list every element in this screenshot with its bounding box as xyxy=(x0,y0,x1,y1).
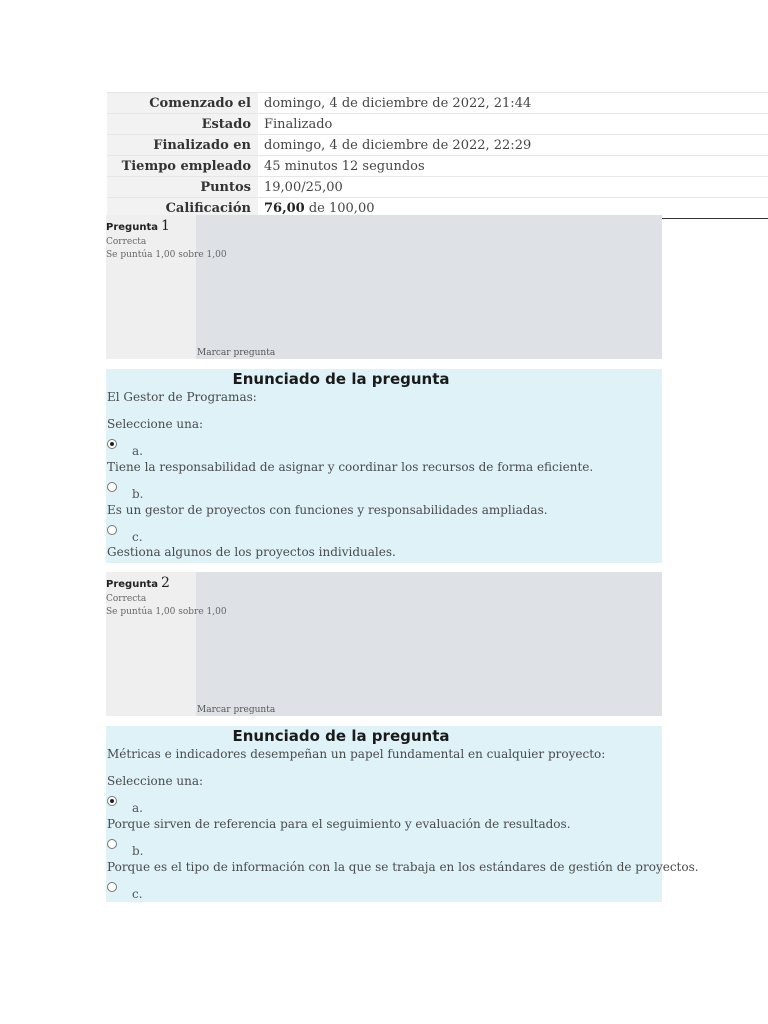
question-statement-heading: Enunciado de la pregunta xyxy=(232,727,450,745)
summary-label: Estado xyxy=(107,114,258,135)
question-content-1 xyxy=(106,369,662,563)
question-heading xyxy=(106,218,170,234)
summary-row xyxy=(107,93,768,114)
answer-radio-b[interactable] xyxy=(107,839,117,849)
summary-value: domingo, 4 de diciembre de 2022, 22:29 xyxy=(258,135,768,156)
answer-text: Porque sirven de referencia para el seguimiento y evaluación de resultados. xyxy=(107,817,571,831)
grade-score: 76,00 xyxy=(264,200,305,216)
question-text: El Gestor de Programas: xyxy=(107,390,257,404)
grade-max: de 100,00 xyxy=(304,200,375,216)
summary-value: 19,00/25,00 xyxy=(258,177,768,198)
answer-letter: c. xyxy=(132,887,143,901)
answer-radio-c[interactable] xyxy=(107,882,117,892)
attempt-summary-table xyxy=(107,92,768,219)
summary-row xyxy=(107,177,768,198)
summary-value: domingo, 4 de diciembre de 2022, 21:44 xyxy=(258,93,768,114)
answer-radio-c[interactable] xyxy=(107,525,117,535)
summary-label: Tiempo empleado xyxy=(107,156,258,177)
answer-radio-b[interactable] xyxy=(107,482,117,492)
select-prompt: Seleccione una: xyxy=(107,417,204,431)
summary-value: 45 minutos 12 segundos xyxy=(258,156,768,177)
summary-value: Finalizado xyxy=(258,114,768,135)
question-state: Correcta xyxy=(106,237,147,247)
summary-row xyxy=(107,156,768,177)
question-content-2 xyxy=(106,726,699,902)
question-number: 1 xyxy=(160,218,170,234)
flag-question-link[interactable]: Marcar pregunta xyxy=(197,348,276,358)
answer-letter: c. xyxy=(132,530,143,544)
answer-letter: b. xyxy=(132,844,144,858)
answer-text: Tiene la responsabilidad de asignar y coordinar los recursos de forma eficiente. xyxy=(107,460,594,474)
summary-label: Puntos xyxy=(107,177,258,198)
answer-text: Porque es el tipo de información con la que se trabaja en los estándares de gestión de proyectos. xyxy=(107,860,699,874)
answer-letter: a. xyxy=(132,801,143,815)
select-prompt: Seleccione una: xyxy=(107,774,204,788)
question-heading xyxy=(106,575,170,591)
flag-question-link[interactable]: Marcar pregunta xyxy=(197,705,276,715)
question-grade: Se puntúa 1,00 sobre 1,00 xyxy=(106,607,227,617)
question-text: Métricas e indicadores desempeñan un papel fundamental en cualquier proyecto: xyxy=(107,747,606,761)
answer-text: Gestiona algunos de los proyectos individuales. xyxy=(107,545,396,559)
summary-label: Comenzado el xyxy=(107,93,258,114)
grade-label: Calificación xyxy=(107,198,258,219)
answer-radio-a[interactable] xyxy=(107,796,117,806)
question-statement-heading: Enunciado de la pregunta xyxy=(232,370,450,388)
question-label: Pregunta xyxy=(106,579,158,590)
answer-text: Es un gestor de proyectos con funciones y responsabilidades ampliadas. xyxy=(107,503,548,517)
question-state: Correcta xyxy=(106,594,147,604)
question-label: Pregunta xyxy=(106,222,158,233)
answer-radio-a[interactable] xyxy=(107,439,117,449)
answer-letter: b. xyxy=(132,487,144,501)
question-info-2 xyxy=(106,572,662,716)
question-grade: Se puntúa 1,00 sobre 1,00 xyxy=(106,250,227,260)
question-info-1 xyxy=(106,215,662,359)
summary-label: Finalizado en xyxy=(107,135,258,156)
answer-letter: a. xyxy=(132,444,143,458)
summary-row xyxy=(107,135,768,156)
summary-row xyxy=(107,114,768,135)
question-number: 2 xyxy=(160,575,170,591)
